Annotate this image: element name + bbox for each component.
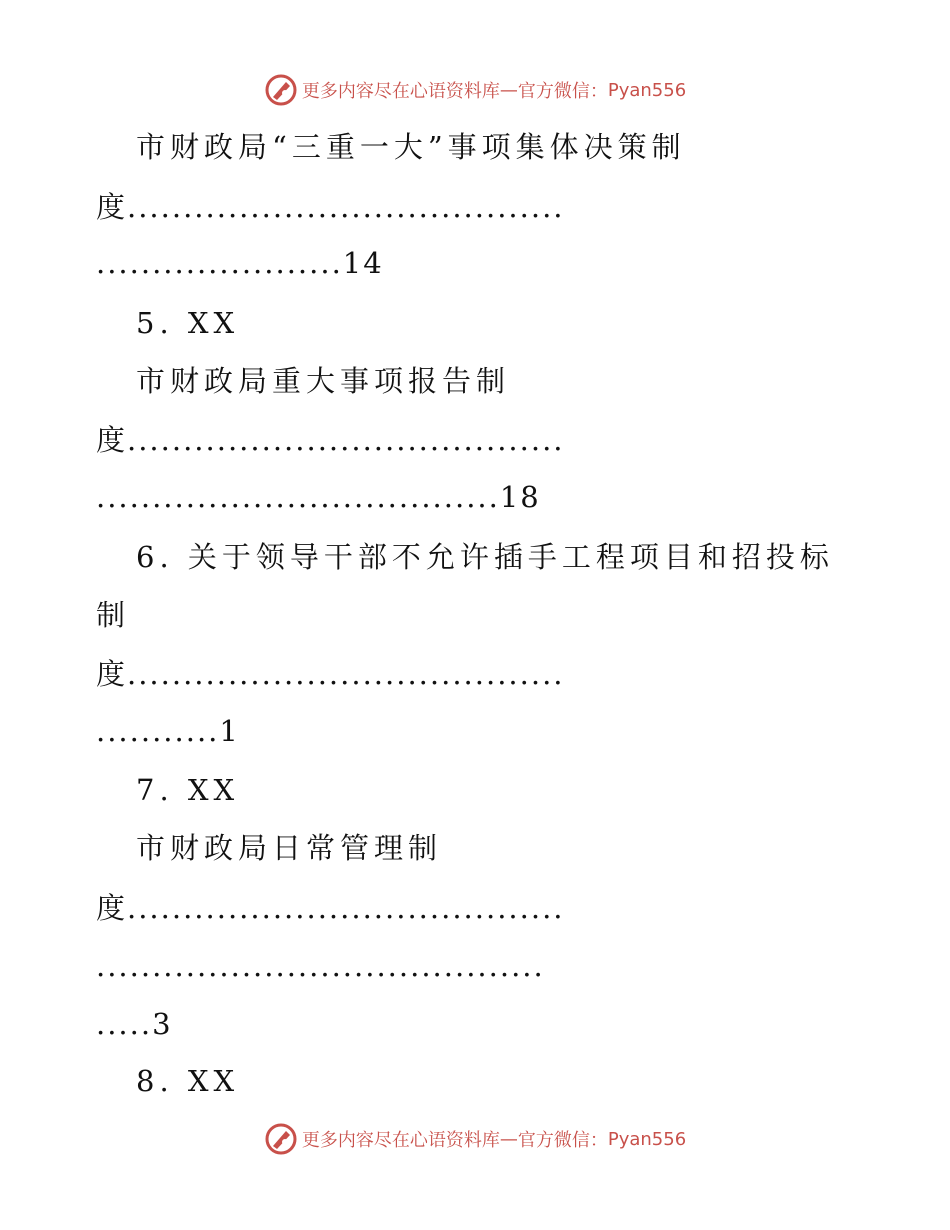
banner-text: 更多内容尽在心语资料库 (301, 1130, 500, 1151)
wechat-label: 官方微信： (517, 81, 608, 102)
toc-item-number: 5. XX (136, 306, 240, 340)
wechat-id: Pyan556 (607, 1128, 687, 1150)
toc-leader-line: 度....................................... (96, 657, 565, 691)
toc-item-number: 8. XX (136, 1064, 240, 1098)
toc-title-line: 市财政局重大事项报告制 (136, 364, 511, 398)
toc-title-line: 制 (96, 598, 131, 632)
toc-page-line: ...........1 (96, 714, 240, 748)
toc-item-number: 7. XX (136, 773, 240, 807)
toc-page-line: ....................................18 (96, 480, 541, 514)
banner-separator: — (499, 79, 518, 101)
wechat-label: 官方微信： (517, 1130, 608, 1151)
toc-page-line: .....3 (96, 1007, 173, 1041)
toc-leader-line: 度....................................... (96, 891, 565, 925)
footer-banner (0, 1119, 950, 1159)
toc-page-line: ......................14 (96, 246, 384, 280)
pen-logo-icon (264, 1122, 298, 1156)
pen-logo-icon (264, 73, 298, 107)
wechat-id: Pyan556 (607, 79, 687, 101)
toc-leader-line: ........................................ (96, 949, 545, 983)
toc-title-line: 6. 关于领导干部不允许插手工程项目和招投标 (136, 540, 834, 574)
banner-text: 更多内容尽在心语资料库 (301, 81, 500, 102)
header-banner (0, 70, 950, 110)
banner-separator: — (499, 1128, 518, 1150)
toc-leader-line: 度....................................... (96, 190, 565, 224)
toc-title-line: 市财政局日常管理制 (136, 831, 443, 865)
toc-title-line: 市财政局“三重一大”事项集体决策制 (136, 130, 686, 164)
toc-leader-line: 度....................................... (96, 423, 565, 457)
